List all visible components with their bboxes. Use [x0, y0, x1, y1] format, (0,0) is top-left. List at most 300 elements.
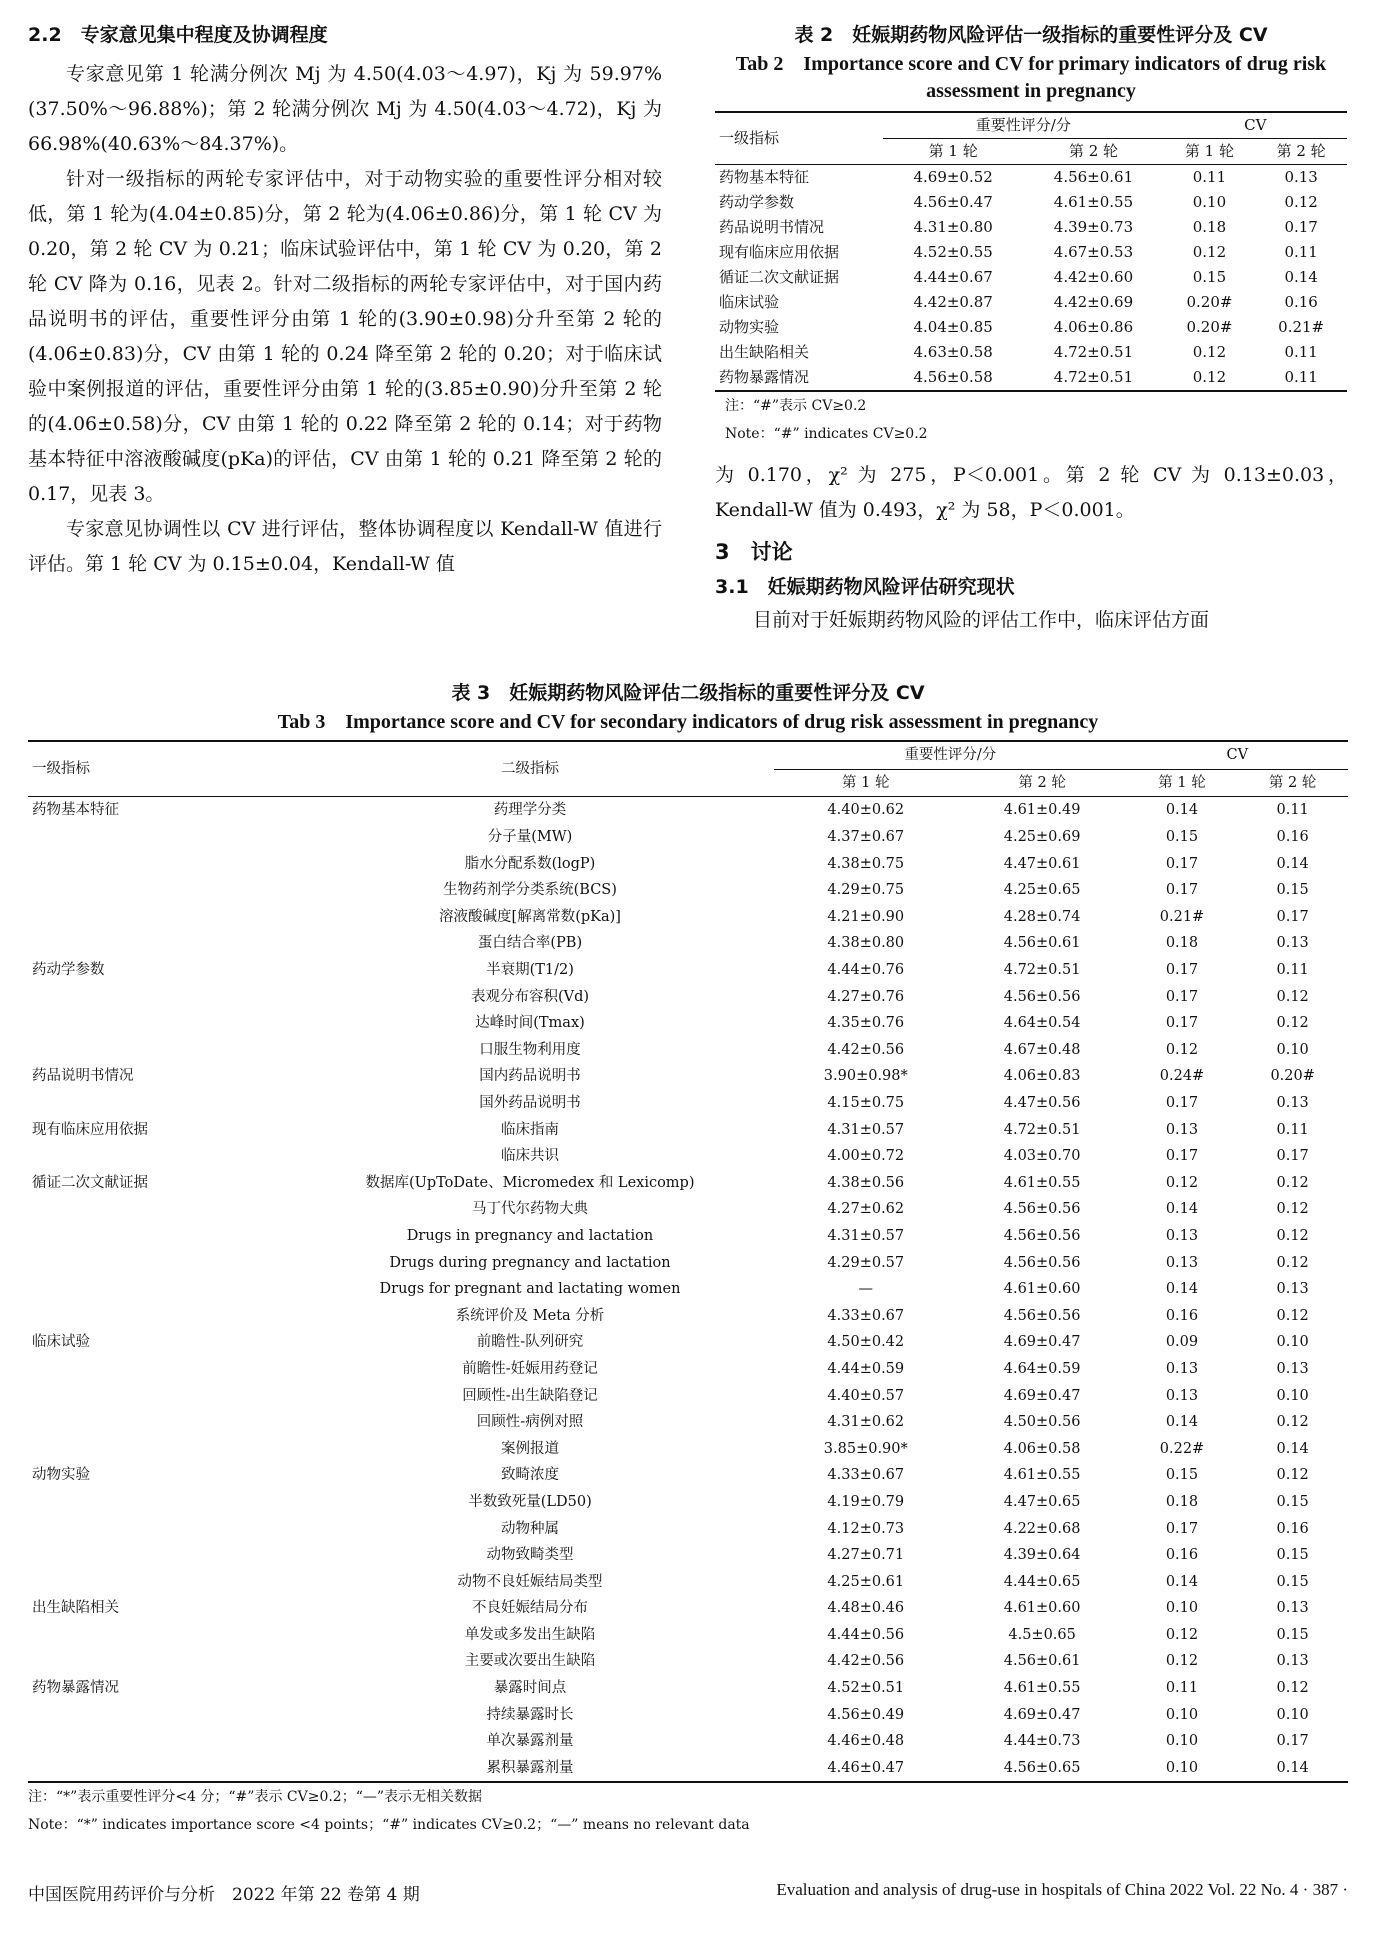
t3-row [28, 1116, 1348, 1143]
t3-score-r2: 4.28±0.74 [1003, 908, 1081, 925]
t3-header-primary: 一级指标 [28, 741, 286, 797]
t2-cv-r2: 0.21# [1278, 318, 1325, 336]
t3-score-r1: 4.15±0.75 [827, 1095, 905, 1112]
t2-cv-r2: 0.14 [1284, 268, 1318, 286]
t2-header-cv: CV [1164, 112, 1347, 139]
t3-score-r2: 4.64±0.59 [1003, 1360, 1081, 1377]
t3-primary [28, 1622, 286, 1649]
t2-header-r1: 第 1 轮 [928, 142, 978, 160]
t3-score-r2: 4.69±0.47 [1003, 1334, 1081, 1351]
t3-row [28, 1489, 1348, 1516]
t3-score-r2: 4.56±0.56 [1003, 1227, 1081, 1244]
t2-score-r2: 4.72±0.51 [1053, 343, 1134, 361]
t3-score-r2: 4.56±0.56 [1003, 1201, 1081, 1218]
t2-row [715, 240, 1347, 265]
t2-score-r2: 4.56±0.61 [1053, 168, 1134, 186]
t3-cv-r1: 0.10 [1165, 1759, 1199, 1776]
t3-secondary: 单发或多发出生缺陷 [464, 1626, 596, 1643]
t3-primary: 现有临床应用依据 [32, 1121, 148, 1138]
t3-row [28, 1701, 1348, 1728]
t3-primary [28, 1568, 286, 1595]
t3-cv-r2: 0.15 [1276, 882, 1309, 899]
t3-score-r1: 4.37±0.67 [827, 829, 905, 846]
t3-score-r2: 4.61±0.55 [1003, 1680, 1081, 1697]
t2-header-score: 重要性评分/分 [883, 112, 1164, 139]
t3-cv-r1: 0.22# [1159, 1440, 1205, 1457]
t3-cv-r1: 0.15 [1165, 829, 1199, 846]
t2-score-r2: 4.72±0.51 [1053, 368, 1134, 386]
t3-row [28, 1435, 1348, 1462]
t3-header-cv-r1: 第 1 轮 [1158, 774, 1206, 791]
t3-secondary: 溶液酸碱度[解离常数(pKa)] [439, 908, 621, 925]
t3-cv-r2: 0.11 [1276, 962, 1309, 979]
t2-cv-r2: 0.17 [1284, 218, 1318, 236]
t3-score-r1: 4.27±0.62 [827, 1201, 905, 1218]
t3-row [28, 1090, 1348, 1117]
t3-cv-r1: 0.14 [1165, 802, 1199, 819]
t3-cv-r2: 0.15 [1276, 1573, 1309, 1590]
t3-secondary: 半数致死量(LD50) [468, 1493, 592, 1510]
t3-row [28, 1302, 1348, 1329]
table3-block [28, 676, 1348, 1839]
t3-row [28, 1675, 1348, 1702]
t3-primary [28, 1382, 286, 1409]
t3-row [28, 1223, 1348, 1250]
t3-cv-r2: 0.12 [1276, 1680, 1309, 1697]
t2-row [715, 290, 1347, 315]
t3-secondary: 口服生物利用度 [479, 1041, 581, 1058]
section-heading-3: 3 讨论 [715, 540, 793, 564]
t3-primary: 药物基本特征 [32, 802, 119, 819]
t3-cv-r2: 0.11 [1276, 1121, 1309, 1138]
t3-score-r2: 4.61±0.55 [1003, 1174, 1081, 1191]
t3-secondary: 持续暴露时长 [486, 1706, 574, 1723]
t3-score-r1: 4.12±0.73 [827, 1520, 905, 1537]
table2-note-cn: 注：“#”表示 CV≥0.2 [725, 398, 867, 414]
t2-row [715, 265, 1347, 290]
t3-row [28, 1010, 1348, 1037]
t3-secondary: 达峰时间(Tmax) [475, 1015, 585, 1032]
t2-indicator: 药物暴露情况 [719, 368, 810, 386]
t3-cv-r2: 0.16 [1276, 1520, 1309, 1537]
t3-primary [28, 1701, 286, 1728]
t3-cv-r2: 0.12 [1276, 1307, 1309, 1324]
t3-secondary: 不良妊娠结局分布 [472, 1600, 588, 1617]
t3-cv-r1: 0.14 [1165, 1573, 1199, 1590]
t2-cv-r2: 0.16 [1284, 293, 1318, 311]
t3-score-r2: 4.56±0.61 [1003, 1653, 1081, 1670]
t3-row [28, 1409, 1348, 1436]
t3-secondary: 分子量(MW) [487, 829, 573, 846]
t3-header-cv-r2: 第 2 轮 [1268, 774, 1317, 791]
t2-cv-r2: 0.11 [1284, 243, 1318, 261]
t3-row [28, 1037, 1348, 1064]
t3-header-r1: 第 1 轮 [842, 774, 890, 791]
t2-cv-r2: 0.11 [1284, 368, 1318, 386]
table2-note-en: Note：“#” indicates CV≥0.2 [725, 426, 928, 442]
t2-cv-r1: 0.12 [1192, 343, 1227, 361]
t3-primary [28, 1648, 286, 1675]
t3-cv-r2: 0.10 [1276, 1041, 1309, 1058]
t3-cv-r1: 0.18 [1165, 935, 1199, 952]
t3-cv-r1: 0.17 [1165, 1520, 1199, 1537]
t3-score-r1: 4.29±0.57 [827, 1254, 905, 1271]
t3-primary [28, 930, 286, 957]
t3-score-r2: 4.44±0.73 [1003, 1733, 1081, 1750]
t3-cv-r1: 0.13 [1165, 1387, 1199, 1404]
t3-cv-r1: 0.09 [1165, 1334, 1199, 1351]
t3-primary: 药品说明书情况 [32, 1068, 134, 1085]
t2-row [715, 340, 1347, 365]
t3-score-r2: 4.61±0.60 [1003, 1600, 1081, 1617]
t3-score-r2: 4.06±0.58 [1003, 1440, 1081, 1457]
t3-row [28, 1515, 1348, 1542]
t3-cv-r2: 0.13 [1276, 1653, 1309, 1670]
t2-score-r2: 4.67±0.53 [1053, 243, 1134, 261]
t3-score-r2: 4.44±0.65 [1003, 1573, 1081, 1590]
t3-row [28, 1728, 1348, 1755]
t3-primary: 动物实验 [32, 1467, 90, 1484]
t2-score-r1: 4.42±0.87 [913, 293, 993, 311]
t3-row [28, 1170, 1348, 1197]
t2-indicator: 现有临床应用依据 [719, 243, 840, 261]
t3-secondary: 临床共识 [501, 1148, 559, 1165]
t3-score-r2: 4.5±0.65 [1008, 1626, 1076, 1643]
t3-score-r2: 4.72±0.51 [1003, 962, 1081, 979]
t3-score-r2: 4.39±0.64 [1003, 1547, 1081, 1564]
t3-score-r1: 3.90±0.98* [823, 1068, 908, 1085]
t3-secondary: Drugs for pregnant and lactating women [379, 1281, 681, 1298]
t2-cv-r1: 0.12 [1192, 368, 1227, 386]
t3-cv-r1: 0.11 [1165, 1680, 1199, 1697]
t2-cv-r2: 0.13 [1284, 168, 1318, 186]
t3-row [28, 1196, 1348, 1223]
t3-score-r2: 4.69±0.47 [1003, 1387, 1081, 1404]
t3-cv-r2: 0.14 [1276, 1759, 1309, 1776]
t3-row [28, 1755, 1348, 1783]
t3-score-r1: 4.33±0.67 [827, 1467, 905, 1484]
t3-cv-r2: 0.12 [1276, 1201, 1309, 1218]
t3-secondary: Drugs during pregnancy and lactation [389, 1254, 671, 1271]
t3-cv-r2: 0.13 [1276, 1360, 1309, 1377]
t3-score-r2: 4.47±0.56 [1003, 1095, 1081, 1112]
t2-indicator: 出生缺陷相关 [719, 343, 810, 361]
t2-cv-r2: 0.12 [1284, 193, 1318, 211]
t3-score-r2: 4.25±0.65 [1003, 882, 1081, 899]
t3-row [28, 824, 1348, 851]
t2-score-r2: 4.42±0.69 [1053, 293, 1134, 311]
t3-secondary: 临床指南 [501, 1121, 559, 1138]
t3-score-r2: 4.64±0.54 [1003, 1015, 1081, 1032]
t3-secondary: 动物种属 [501, 1520, 559, 1537]
t3-header-r2: 第 2 轮 [1018, 774, 1066, 791]
t3-cv-r1: 0.10 [1165, 1733, 1199, 1750]
t3-row [28, 797, 1348, 824]
t3-secondary: 回顾性-出生缺陷登记 [462, 1387, 598, 1404]
t3-cv-r2: 0.12 [1276, 1015, 1309, 1032]
footer-journal-cn: 中国医院用药评价与分析 2022 年第 22 卷第 4 期 [28, 1885, 420, 1905]
t2-cv-r1: 0.10 [1192, 193, 1227, 211]
t3-secondary: 系统评价及 Meta 分析 [455, 1307, 605, 1324]
t3-secondary: 动物致畸类型 [486, 1547, 574, 1564]
t3-primary [28, 1409, 286, 1436]
t3-score-r1: 4.31±0.57 [827, 1121, 905, 1138]
t3-cv-r2: 0.14 [1276, 1440, 1309, 1457]
t3-row [28, 1249, 1348, 1276]
t3-row [28, 1329, 1348, 1356]
t3-row [28, 904, 1348, 931]
t3-cv-r1: 0.12 [1165, 1174, 1199, 1191]
t3-cv-r1: 0.13 [1165, 1254, 1199, 1271]
t2-score-r1: 4.56±0.47 [913, 193, 993, 211]
t3-score-r2: 4.61±0.55 [1003, 1467, 1081, 1484]
t3-cv-r1: 0.12 [1165, 1653, 1199, 1670]
t3-cv-r2: 0.13 [1276, 935, 1309, 952]
t3-row [28, 1595, 1348, 1622]
t3-secondary: 暴露时间点 [493, 1680, 567, 1697]
t2-indicator: 药动学参数 [719, 193, 795, 211]
t3-secondary: 致畸浓度 [501, 1467, 559, 1484]
t2-header-cv-r2: 第 2 轮 [1276, 142, 1326, 160]
t3-row [28, 1356, 1348, 1383]
t3-primary [28, 1435, 286, 1462]
t3-score-r1: 4.27±0.71 [827, 1547, 905, 1564]
t3-primary [28, 850, 286, 877]
t3-secondary: 表观分布容积(Vd) [470, 988, 590, 1005]
t3-primary: 药物暴露情况 [32, 1680, 119, 1697]
t3-cv-r1: 0.14 [1165, 1414, 1199, 1431]
t3-cv-r2: 0.15 [1276, 1493, 1309, 1510]
t3-primary [28, 904, 286, 931]
t2-indicator: 临床试验 [719, 293, 780, 311]
t2-cv-r2: 0.11 [1284, 343, 1318, 361]
t3-score-r2: 4.47±0.61 [1003, 855, 1081, 872]
t3-cv-r1: 0.17 [1165, 1148, 1199, 1165]
t3-primary [28, 1037, 286, 1064]
t3-header-secondary: 二级指标 [286, 741, 774, 797]
t3-score-r2: 4.56±0.56 [1003, 1254, 1081, 1271]
t3-cv-r1: 0.17 [1165, 855, 1199, 872]
t3-score-r1: 4.21±0.90 [827, 908, 905, 925]
t3-score-r2: 4.56±0.56 [1003, 988, 1081, 1005]
t3-row [28, 930, 1348, 957]
t3-cv-r1: 0.12 [1165, 1041, 1199, 1058]
t3-cv-r2: 0.13 [1276, 1600, 1309, 1617]
t3-primary [28, 1302, 286, 1329]
t3-cv-r2: 0.10 [1276, 1387, 1309, 1404]
t3-cv-r1: 0.17 [1165, 882, 1199, 899]
t3-cv-r2: 0.20# [1270, 1068, 1315, 1085]
t3-cv-r1: 0.10 [1165, 1600, 1199, 1617]
t3-score-r2: 4.50±0.56 [1003, 1414, 1081, 1431]
t3-primary [28, 1542, 286, 1569]
t3-score-r1: 4.19±0.79 [827, 1493, 905, 1510]
t3-cv-r1: 0.17 [1165, 1015, 1199, 1032]
t3-score-r1: 4.27±0.76 [827, 988, 905, 1005]
t2-score-r1: 4.04±0.85 [913, 318, 993, 336]
t2-header-r2: 第 2 轮 [1068, 142, 1119, 160]
t2-score-r1: 4.69±0.52 [913, 168, 993, 186]
t3-secondary: 脂水分配系数(logP) [464, 855, 596, 872]
t3-score-r1: 4.31±0.57 [827, 1227, 905, 1244]
t3-primary [28, 824, 286, 851]
t3-secondary: 半衰期(T1/2) [486, 962, 574, 979]
footer-journal-en: Evaluation and analysis of drug-use in hospitals of China 2022 Vol. 22 No. 4 · 387 · [776, 1880, 1348, 1899]
t3-cv-r1: 0.14 [1165, 1281, 1199, 1298]
t3-primary [28, 1249, 286, 1276]
t2-score-r1: 4.63±0.58 [913, 343, 993, 361]
t3-primary [28, 1010, 286, 1037]
t2-row [715, 215, 1347, 240]
t3-score-r1: 3.85±0.90* [823, 1440, 908, 1457]
t3-score-r1: 4.38±0.75 [827, 855, 905, 872]
t3-cv-r1: 0.21# [1159, 908, 1205, 925]
t3-row [28, 1143, 1348, 1170]
t3-secondary: 国内药品说明书 [479, 1068, 581, 1085]
t3-secondary: 国外药品说明书 [479, 1095, 581, 1112]
t2-score-r1: 4.44±0.67 [913, 268, 993, 286]
t3-score-r1: 4.56±0.49 [827, 1706, 905, 1723]
t3-cv-r1: 0.10 [1165, 1706, 1199, 1723]
t3-score-r1: 4.38±0.56 [827, 1174, 905, 1191]
t2-indicator: 药品说明书情况 [719, 218, 825, 236]
t3-secondary: 药理学分类 [493, 802, 567, 819]
t3-primary [28, 1276, 286, 1303]
t3-secondary: 前瞻性-妊娠用药登记 [462, 1360, 598, 1377]
t2-score-r1: 4.31±0.80 [913, 218, 993, 236]
t3-score-r1: 4.40±0.57 [827, 1387, 905, 1404]
t3-secondary: 主要或次要出生缺陷 [464, 1653, 596, 1670]
t3-score-r1: 4.46±0.47 [827, 1759, 905, 1776]
t3-cv-r1: 0.16 [1165, 1307, 1199, 1324]
t3-primary: 循证二次文献证据 [32, 1174, 148, 1191]
t3-cv-r2: 0.16 [1276, 829, 1309, 846]
t3-score-r2: 4.61±0.49 [1003, 802, 1081, 819]
right-paragraph-2: 目前对于妊娠期药物风险的评估工作中，临床评估方面 [753, 609, 1210, 631]
table3-note-cn: 注：“*”表示重要性评分<4 分；“#”表示 CV≥0.2；“—”表示无相关数据 [28, 1789, 483, 1806]
t3-cv-r2: 0.17 [1276, 908, 1309, 925]
table3-body [28, 797, 1348, 1782]
t3-cv-r1: 0.17 [1165, 988, 1199, 1005]
t3-secondary: Drugs in pregnancy and lactation [406, 1227, 654, 1244]
t3-score-r2: 4.06±0.83 [1003, 1068, 1081, 1085]
t3-secondary: 数据库(UpToDate、Micromedex 和 Lexicomp) [365, 1174, 695, 1191]
t3-cv-r1: 0.13 [1165, 1360, 1199, 1377]
t2-header-indicator: 一级指标 [715, 112, 883, 165]
t3-row [28, 1462, 1348, 1489]
t2-score-r1: 4.52±0.55 [913, 243, 993, 261]
section-heading-3-1: 3.1 妊娠期药物风险评估研究现状 [715, 576, 1015, 598]
t3-score-r1: 4.31±0.62 [827, 1414, 905, 1431]
t3-cv-r1: 0.14 [1165, 1201, 1199, 1218]
t3-cv-r2: 0.11 [1276, 802, 1309, 819]
t3-score-r1: 4.52±0.51 [827, 1680, 905, 1697]
t3-row [28, 957, 1348, 984]
t2-row [715, 190, 1347, 215]
t3-secondary: 前瞻性-队列研究 [476, 1334, 584, 1351]
t3-primary [28, 983, 286, 1010]
t3-primary [28, 1090, 286, 1117]
t3-row [28, 1063, 1348, 1090]
t3-score-r2: 4.72±0.51 [1003, 1121, 1081, 1138]
t3-cv-r1: 0.17 [1165, 1095, 1199, 1112]
t3-score-r1: 4.38±0.80 [827, 935, 905, 952]
t3-row [28, 1382, 1348, 1409]
t3-row [28, 1648, 1348, 1675]
t3-primary [28, 1223, 286, 1250]
t3-primary [28, 1755, 286, 1783]
t2-score-r2: 4.39±0.73 [1053, 218, 1134, 236]
t3-header-score: 重要性评分/分 [774, 741, 1127, 769]
t2-cv-r1: 0.12 [1192, 243, 1227, 261]
t3-score-r2: 4.47±0.65 [1003, 1493, 1081, 1510]
t3-score-r1: 4.48±0.46 [827, 1600, 905, 1617]
t3-row [28, 1542, 1348, 1569]
t3-cv-r2: 0.15 [1276, 1547, 1309, 1564]
t3-score-r1: 4.25±0.61 [827, 1573, 905, 1590]
t3-score-r2: 4.56±0.61 [1003, 935, 1081, 952]
t3-secondary: 动物不良妊娠结局类型 [457, 1573, 603, 1590]
t3-score-r1: 4.44±0.56 [827, 1626, 905, 1643]
t3-cv-r2: 0.13 [1276, 1095, 1309, 1112]
t3-score-r1: 4.00±0.72 [827, 1148, 905, 1165]
table3 [28, 740, 1348, 1783]
table3-title-cn: 表 3 妊娠期药物风险评估二级指标的重要性评分及 CV [451, 682, 925, 704]
t3-score-r2: 4.61±0.60 [1003, 1281, 1081, 1298]
t3-cv-r1: 0.13 [1165, 1121, 1199, 1138]
t3-primary [28, 1728, 286, 1755]
t2-indicator: 动物实验 [719, 318, 780, 336]
t3-score-r1: 4.33±0.67 [827, 1307, 905, 1324]
t3-score-r2: 4.22±0.68 [1003, 1520, 1081, 1537]
t3-score-r1: 4.42±0.56 [827, 1041, 905, 1058]
t3-cv-r2: 0.13 [1276, 1281, 1309, 1298]
t3-score-r2: 4.69±0.47 [1003, 1706, 1081, 1723]
table3-note-en: Note：“*” indicates importance score <4 points；“#” indicates CV≥0.2；“—” means no relevant data [28, 1817, 750, 1834]
t2-row [715, 315, 1347, 340]
t3-cv-r2: 0.12 [1276, 1254, 1309, 1271]
t3-cv-r2: 0.15 [1276, 1626, 1309, 1643]
t3-cv-r1: 0.16 [1165, 1547, 1199, 1564]
paragraph-2: 针对一级指标的两轮专家评估中，对于动物实验的重要性评分相对较低，第 1 轮为(4.04±0.85)分，第 2 轮为(4.06±0.86)分，第 1 轮 CV 为 0.20，第 2 轮 CV 为 0.21；临床试验评估中，第 1 轮 CV 为 0.20，第 2 轮 CV 降为 0.16，见表 2。针对二级指标的两轮专家评估中，对于国内药品说明书的评估，重要性评分由第 1 轮的(3.90±0.98)分升至第 2 轮的(4.06±0.83)分，CV 由第 1 轮的 0.24 降至第 2 轮的 0.20；对于临床试验中案例报道的评估，重要性评分由第 1 轮的(3.85±0.90)分升至第 2 轮的(4.06±0.58)分，CV 由第 1 轮的 0.22 降至第 2 轮的 0.14；对于药物基本特征中溶液酸碱度(pKa)的评估，CV 由第 1 轮的 0.21 降至第 2 轮的 0.17，见表 3。 [28, 168, 662, 505]
t2-score-r1: 4.56±0.58 [913, 368, 993, 386]
t3-row [28, 1276, 1348, 1303]
t3-cv-r1: 0.18 [1165, 1493, 1199, 1510]
t2-cv-r1: 0.11 [1192, 168, 1227, 186]
t3-secondary: 单次暴露剂量 [486, 1733, 574, 1750]
t3-score-r1: 4.44±0.59 [827, 1360, 905, 1377]
t3-score-r2: 4.67±0.48 [1003, 1041, 1081, 1058]
t3-cv-r2: 0.12 [1276, 1174, 1309, 1191]
t3-cv-r2: 0.12 [1276, 1414, 1309, 1431]
t3-score-r2: 4.25±0.69 [1003, 829, 1081, 846]
left-column [28, 18, 662, 582]
t3-cv-r1: 0.12 [1165, 1626, 1199, 1643]
t3-cv-r1: 0.13 [1165, 1227, 1199, 1244]
t3-score-r1: 4.46±0.48 [827, 1733, 905, 1750]
t3-secondary: 蛋白结合率(PB) [477, 935, 583, 952]
t2-row [715, 365, 1347, 391]
t2-row [715, 165, 1347, 191]
t3-secondary: 生物药剂学分类系统(BCS) [443, 882, 617, 899]
t3-cv-r2: 0.10 [1276, 1334, 1309, 1351]
paragraph-3: 专家意见协调性以 CV 进行评估，整体协调程度以 Kendall-W 值进行评估。第 1 轮 CV 为 0.15±0.04，Kendall-W 值 [28, 518, 662, 575]
t3-header-cv: CV [1127, 741, 1348, 769]
t3-score-r2: 4.56±0.56 [1003, 1307, 1081, 1324]
t3-secondary: 案例报道 [501, 1440, 559, 1457]
t3-primary: 药动学参数 [32, 962, 105, 979]
t3-primary [28, 1515, 286, 1542]
